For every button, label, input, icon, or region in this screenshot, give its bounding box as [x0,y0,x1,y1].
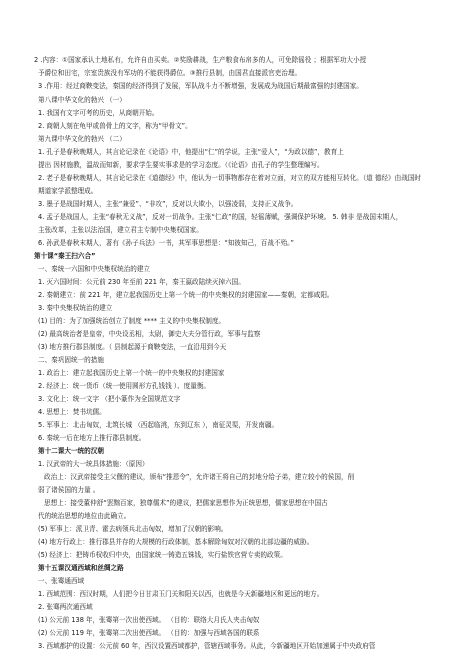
text-line: 第九课中华文化的勃兴 （二） [38,135,126,143]
text-line: 3. 西域都护的设置：公元前 60 年，西汉设置西域都护，管辖西域事务。从此，今新疆地区开始加速属于中央政府管 [38,642,376,650]
text-line: 3. 文化上：统一文字 （把小篆作为全国规范文字 [38,395,181,403]
text-line: 3. 秦中央集权统治的建立 [38,304,113,312]
text-line: (5) 经济上：把铸币权收归中央，由国家统一铸造五铢钱，实行盐铁官营专卖的政策。 [38,551,287,559]
section-heading: 第十五课汉通西域和丝绸之路 [38,564,124,572]
text-line: 主张改革，主张以法治国，建立君主专制中央集权国家。 [38,226,203,234]
text-line: 4. 孟子是战国人，主张“春秋无义战”，反对一切战争。主张“仁政”的国，轻徭薄赋，强调保护环境。 5. 韩非 是战国末期人， [38,213,403,221]
text-line: 5. 军事上：北击匈奴，北筑长城 （西起临洮，东到辽东 ），南征灵渠，开发南疆。 [38,421,279,429]
text-line: 3 .作用：经过商鞅变法，秦国的经济得到了发展，军队战斗力不断增强，发展成为战国后期最富强的封建国家。 [38,82,363,90]
text-line: 一、秦统一六国和中央集权统治的建立 [38,265,151,273]
section-heading: 第十二课大一统的汉朝 [38,447,104,455]
text-line: 第八课中华文化的勃兴 （一） [38,96,126,104]
text-line: 6. 秦统一后在地方上推行郡县制度。 [38,434,146,442]
text-line: 二、秦巩固统一的措施 [38,356,104,364]
text-line: (1) 目的：为了加强统治创立了制度 **** 主义的中央集权制度。 [38,317,226,325]
text-line: 3. 墨子是战国时期人，主张“兼爱”、“非攻”，反对以大欺小，以强凌弱，支持正义战争。 [38,200,298,208]
text-line: (5) 军事上：派卫青、霍去病领兵北击匈奴，增加了汉朝的影响。 [38,525,228,533]
text-line: 期道家学派整理成。 [38,187,98,195]
text-line: 2. 商朝人刻在龟甲或兽骨上的文字，称为“甲骨文”。 [38,122,192,130]
text-line: 1. 我国有文字可考的历史，从商朝开始。 [38,109,159,117]
text-line: 2. 秦朝建立：前 221 年，建立起我国历史上第一个统一的中央集权的封建国家——秦朝，定都咸阳。 [38,291,334,299]
text-line: 1. 汉武帝的大一统具体措施：（原因） [38,460,149,468]
text-line: 2. 张骞两次通西域 [38,603,93,611]
text-line: (1) 公元前 138 年，张骞第一次出使西域。 （目的：联络大月氏人夹击匈奴 [38,616,260,624]
text-line: 2 .内容：①国家承认土地私有，允许自由买卖。②奖励耕战，生产粮食布帛多的人，可免除徭役 ；根据军功大小授 [34,56,367,64]
text-line: (3) 地方推行郡县制度。（ 县制起源于商鞅变法，一直沿用到今天 [38,343,227,351]
section-heading: 第十课“秦王扫六合” [34,252,96,260]
text-line: 政治上：汉武帝接受主父偃的建议，颁布“推恩令”，允许诸王将自己的封地分给子弟，建立较小的侯国，削 [44,473,355,481]
text-line: 思想上：接受董仲舒“罢黜百家，独尊儒术”的建议，把儒家思想作为正统思想，儒家思想在中国古 [44,499,328,507]
text-line: 一、张骞通西域 [38,577,85,585]
text-line: 6. 孙武是春秋末期人，著有《孙子兵法》一书，其军事思想是：“知彼知己，百战不殆。” [38,239,294,247]
text-line: 1. 灭六国时间：公元前 230 年至前 221 年，秦王嬴政陆续灭掉六国。 [38,278,245,286]
text-line: 予爵位和田宅，宗室贵族没有军功的不能获得爵位。③推行县制，由国君直接派官吏治理。 [38,69,302,77]
text-line: 1. 西域范围：西汉时期，人们把今日甘肃玉门关和阳关以西，也就是今天新疆地区和更远的地方。 [38,590,324,598]
text-line: 4. 思想上：焚书坑儒。 [38,408,106,416]
text-line: 2. 老子是春秋晚期人，其言论记录在《道德经》中，他认为一切事物都存在着对立面，对立的双方能相互转化。（道 德经》由战国时 [38,174,422,182]
text-line: (2) 最高统治者是皇帝，中央设丞相，太尉，御史大夫分管行政，军事与监察 [38,330,261,338]
text-line: 1. 孔子是春秋晚期人，其言论记录在《论语》中，他提出“仁”的学说，主张“爱人”，“为政以德”，教育上 [38,148,344,156]
text-line: (2) 公元前 119 年，张骞第二次出使西域。 （目的：加强与西域各国的联系 [38,629,260,637]
text-line: 提出 因材施教，温故而知新，要求学生要实事求是的学习态度。（《论语》由孔子的学生整理编写。 [38,161,324,169]
text-line: (4) 地方行政上：推行郡县并存的大规模的行政体制，基本解除匈奴对汉朝的北部边疆的威胁。 [38,538,314,546]
text-line: 1. 政治上：建立起我国历史上第一个统一的中央集权的封建国家 [38,369,225,377]
text-line: 弱了诸侯国的力量 。 [38,486,100,494]
text-line: 代的统治思想的地位由此确立。 [38,512,131,520]
text-line: 2. 经济上：统一货币（统一使用圆形方孔钱钱 ）、度量衡。 [38,382,211,390]
